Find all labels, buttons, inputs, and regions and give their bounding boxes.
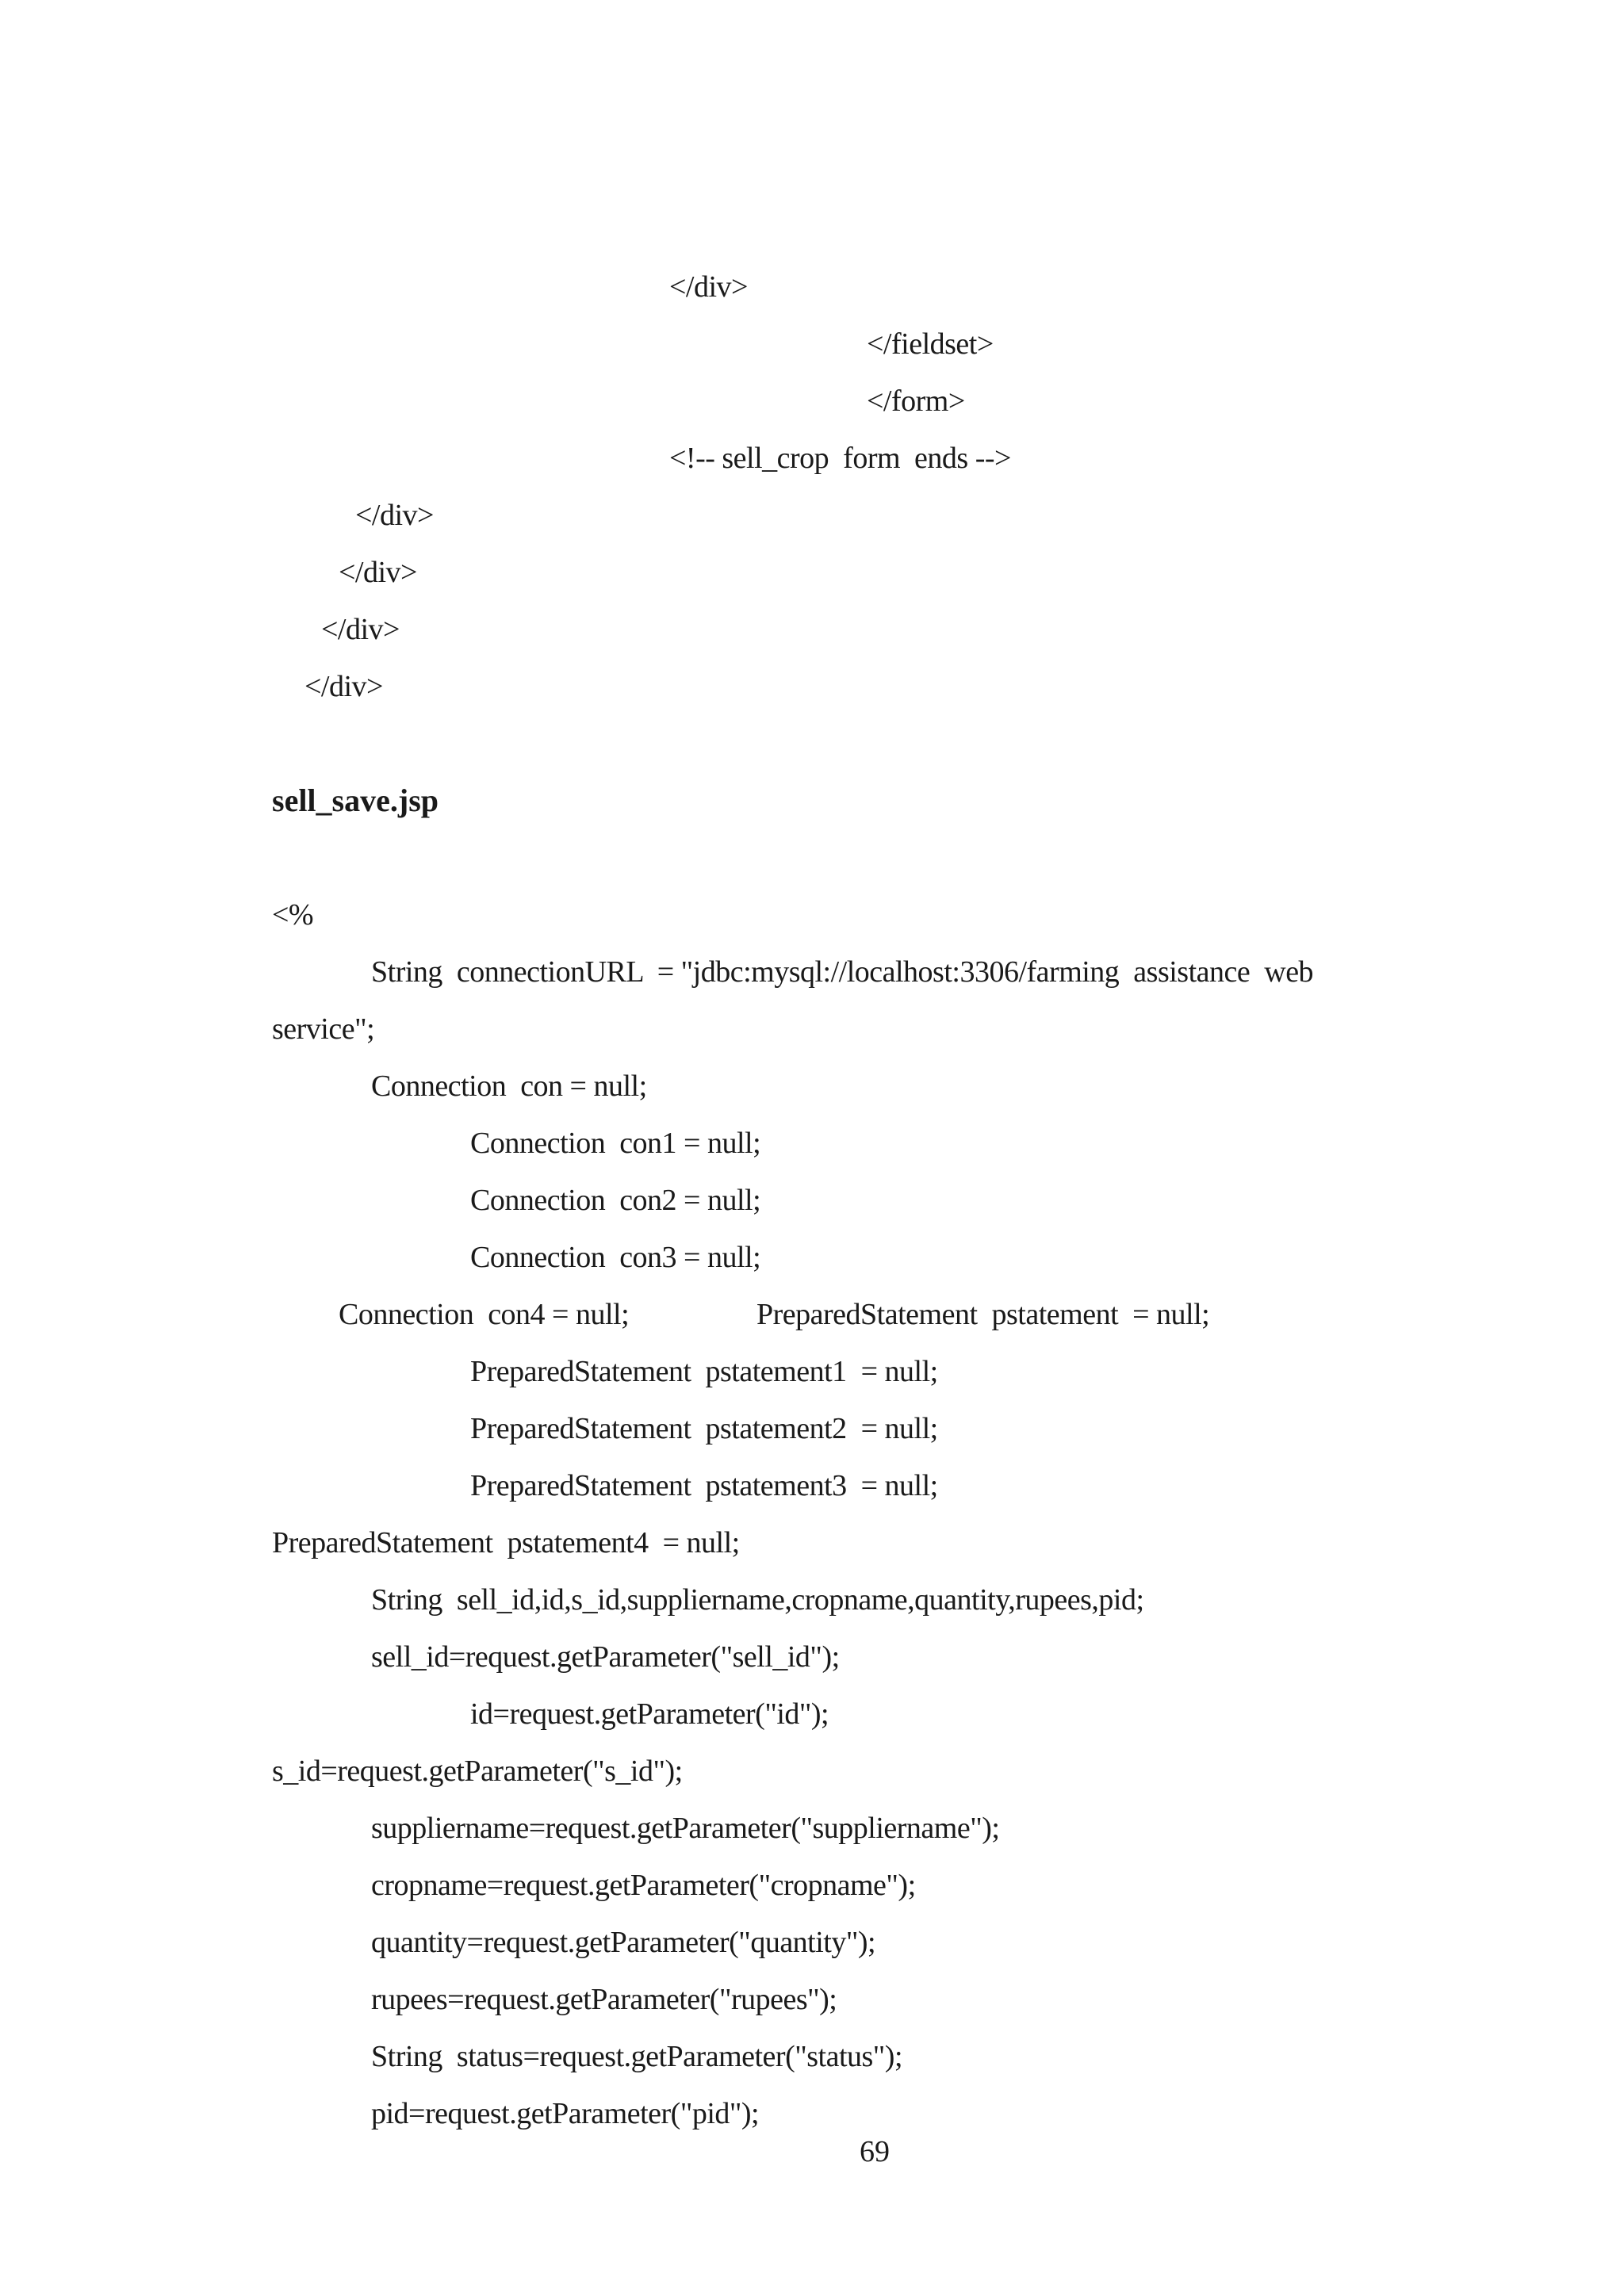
code-line: PreparedStatement pstatement3 = null; [470,1469,938,1502]
code-line: </div> [669,270,748,304]
code-line: </div> [355,499,434,532]
code-line: <% [272,898,314,932]
code-line: sell_id=request.getParameter("sell_id"); [371,1640,840,1674]
code-line: quantity=request.getParameter("quantity"); [371,1926,876,1959]
code-line: <!-- sell_crop form ends --> [669,442,1011,475]
code-line: String connectionURL = "jdbc:mysql://localhost:3306/farming assistance web [371,955,1314,989]
code-line: </div> [339,556,417,589]
code-line: id=request.getParameter("id"); [470,1697,829,1731]
code-line: PreparedStatement pstatement2 = null; [470,1412,938,1445]
code-line: suppliername=request.getParameter("suppliername"); [371,1812,1000,1845]
code-line: Connection con3 = null; [470,1241,761,1274]
file-heading: sell_save.jsp [272,783,439,818]
page-number: 69 [860,2135,890,2168]
code-line: </div> [304,670,383,703]
code-line: Connection con4 = null; [339,1298,630,1331]
code-line: s_id=request.getParameter("s_id"); [272,1755,683,1788]
code-line: service"; [272,1012,375,1046]
code-line: PreparedStatement pstatement4 = null; [272,1526,740,1559]
code-line: </fieldset> [867,327,994,361]
code-line: PreparedStatement pstatement = null; [756,1298,1210,1331]
code-line: pid=request.getParameter("pid"); [371,2097,760,2130]
code-line: Connection con1 = null; [470,1127,761,1160]
code-line: PreparedStatement pstatement1 = null; [470,1355,938,1388]
code-line: Connection con2 = null; [470,1184,761,1217]
code-line: rupees=request.getParameter("rupees"); [371,1983,837,2016]
code-line: </div> [321,613,400,646]
code-line: String status=request.getParameter("status"); [371,2040,903,2073]
code-line: Connection con = null; [371,1070,647,1103]
code-line: cropname=request.getParameter("cropname"); [371,1869,916,1902]
code-line: </form> [867,385,965,418]
code-line: String sell_id,id,s_id,suppliername,cropname,quantity,rupees,pid; [371,1583,1144,1617]
